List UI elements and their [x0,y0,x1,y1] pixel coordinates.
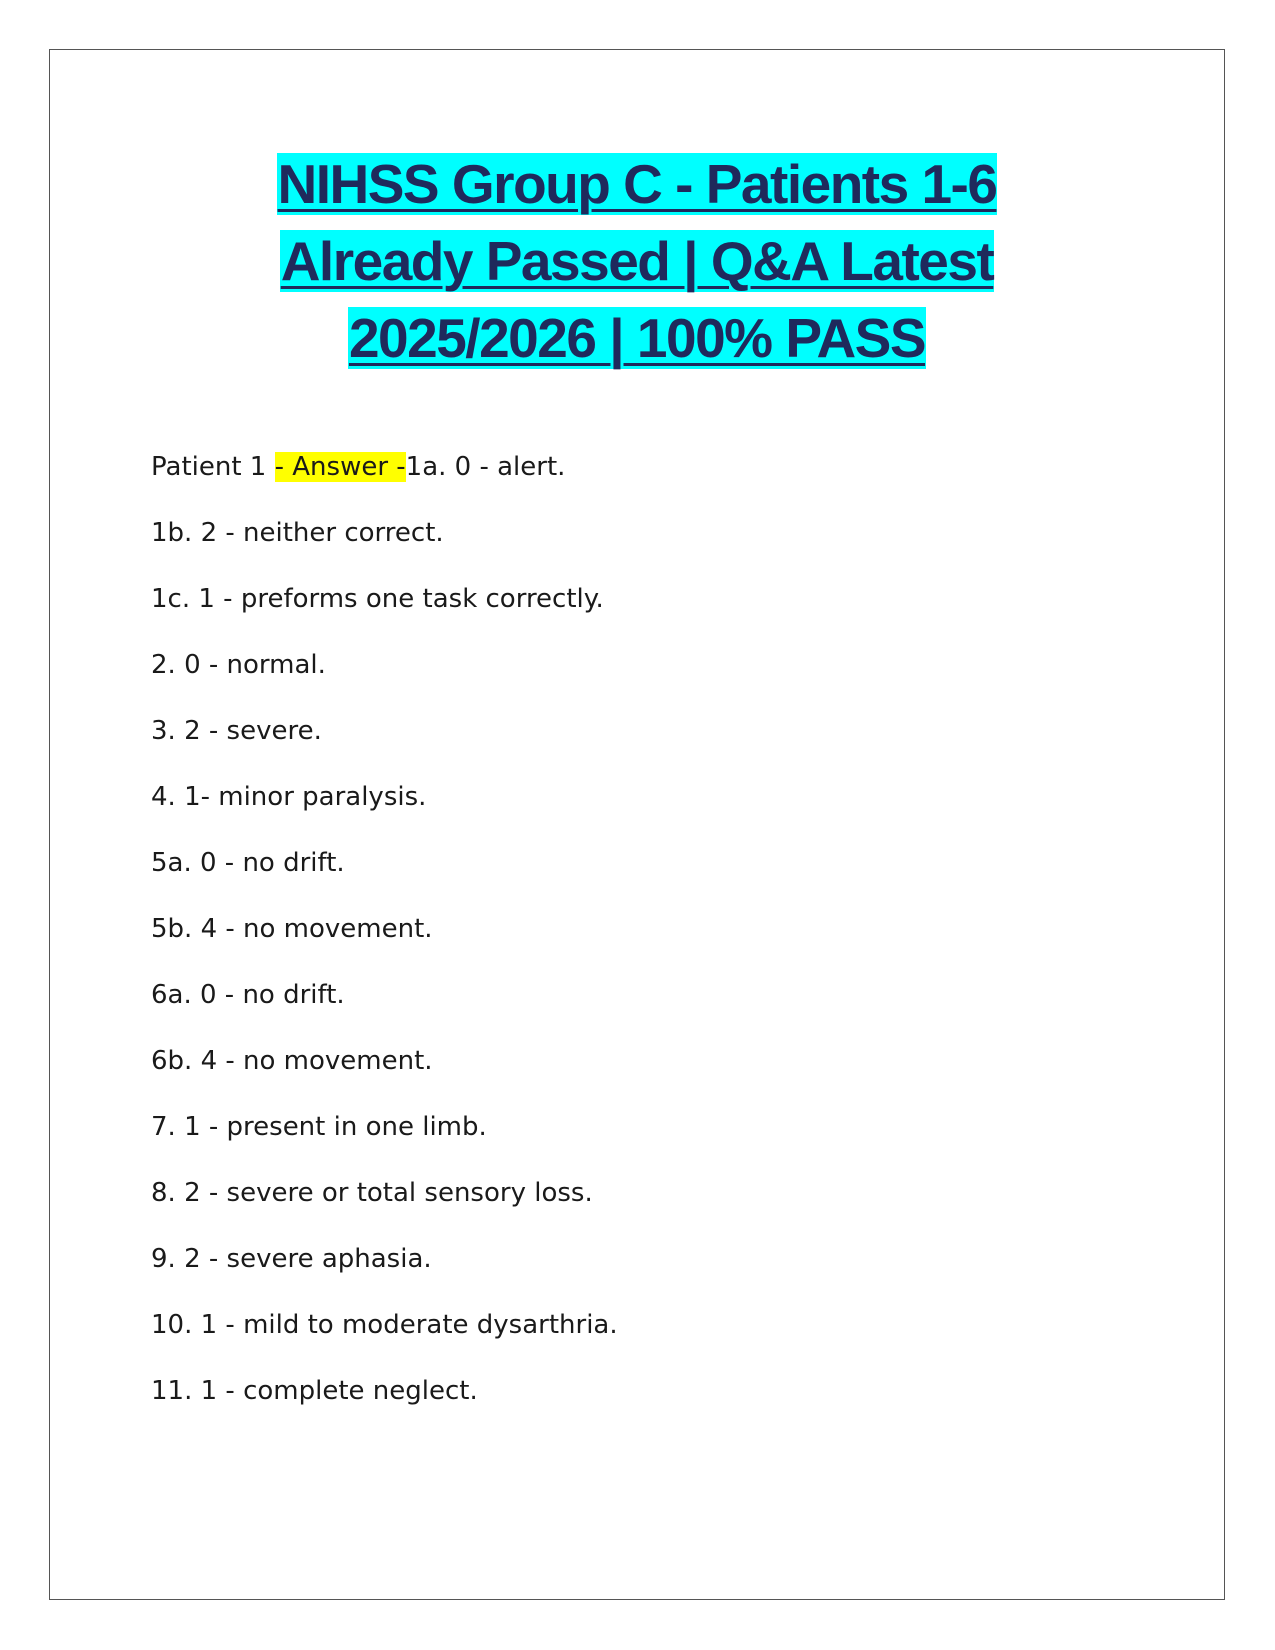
answer-line: 4. 1- minor paralysis. [151,782,427,812]
answer-line: 9. 2 - severe aphasia. [151,1244,432,1274]
answer-line: 3. 2 - severe. [151,716,322,746]
first-answer: 1a. 0 - alert. [405,452,566,482]
title-text-1: NIHSS Group C - Patients 1-6 [277,153,997,215]
answer-line: 10. 1 - mild to moderate dysarthria. [151,1310,618,1340]
patient-label: Patient 1 [151,452,275,482]
answer-line-patient-1 [151,452,565,482]
answer-line: 8. 2 - severe or total sensory loss. [151,1178,593,1208]
answer-line: 6b. 4 - no movement. [151,1046,433,1076]
title-line-3 [49,300,1225,377]
answer-line: 2. 0 - normal. [151,650,326,680]
title-line-2 [49,223,1225,300]
document-title [49,146,1225,377]
title-line-1 [49,146,1225,223]
answer-line: 11. 1 - complete neglect. [151,1376,478,1406]
answer-line: 7. 1 - present in one limb. [151,1112,487,1142]
title-text-3: 2025/2026 | 100% PASS [348,307,926,369]
answer-line: 1b. 2 - neither correct. [151,518,444,548]
answer-line: 1c. 1 - preforms one task correctly. [151,584,604,614]
answer-line: 6a. 0 - no drift. [151,980,345,1010]
answer-line: 5b. 4 - no movement. [151,914,433,944]
answer-highlight: - Answer - [274,452,406,482]
answer-line: 5a. 0 - no drift. [151,848,345,878]
title-text-2: Already Passed | Q&A Latest [280,230,994,292]
